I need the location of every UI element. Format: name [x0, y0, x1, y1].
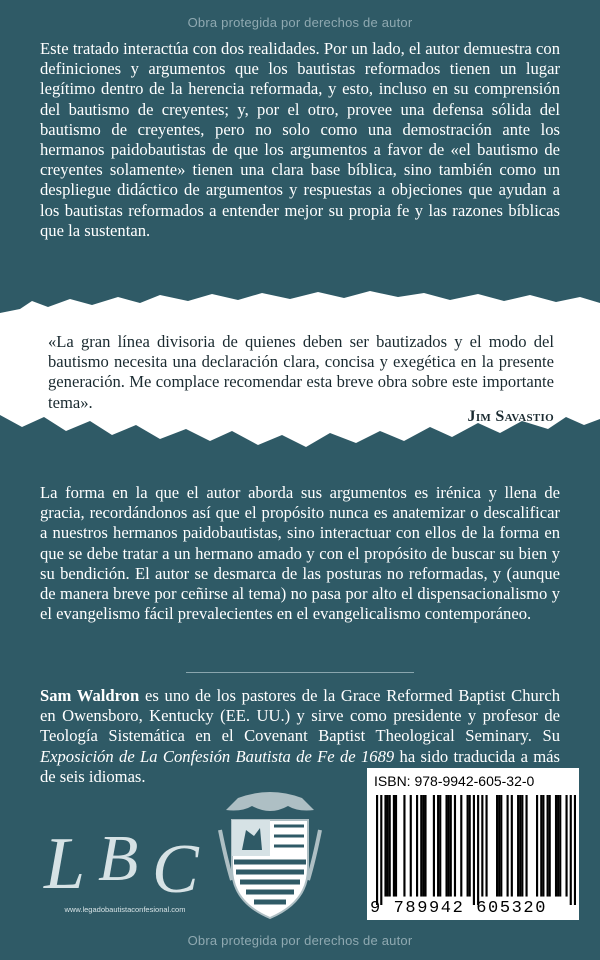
barcode-bar — [422, 795, 424, 897]
barcode-bar — [496, 795, 498, 897]
barcode-bar — [557, 795, 559, 897]
barcode-icon — [376, 795, 576, 905]
barcode-bar — [547, 795, 549, 897]
barcode-bar — [507, 795, 509, 897]
barcode-bar — [445, 795, 447, 897]
barcode-bar — [416, 795, 418, 897]
svg-text:B: B — [98, 822, 139, 895]
barcode-bar — [549, 795, 551, 897]
endorsement-author: Jim Savastio — [467, 408, 554, 425]
barcode-bar — [395, 795, 397, 897]
barcode-bar — [424, 795, 426, 897]
barcode-bar — [420, 795, 422, 897]
barcode-bar — [565, 795, 567, 897]
barcode-bar — [389, 795, 391, 897]
barcode-bar — [473, 795, 475, 905]
barcode-bar — [477, 795, 479, 905]
barcode-bar — [555, 795, 557, 897]
barcode-bar — [481, 795, 483, 897]
section-divider — [186, 672, 414, 673]
barcode-bar — [536, 795, 538, 897]
barcode-bar — [380, 795, 382, 905]
barcode-digits: 9 789942 605320 — [370, 899, 548, 918]
barcode-bar — [437, 795, 439, 897]
barcode-bar — [469, 795, 471, 897]
author-name: Sam Waldron — [40, 686, 140, 705]
barcode-bar — [519, 795, 521, 897]
barcode-bar — [433, 795, 435, 897]
barcode-bar — [525, 795, 527, 897]
barcode-bar — [410, 795, 412, 897]
barcode-bar — [498, 795, 500, 897]
intro-paragraph: Este tratado interactúa con dos realidades. Por un lado, el autor demuestra con definiciones y argumentos que los bautistas reformados tienen un lugar legítimo dentro de la herencia reformada, y esto, incluso en su comprensión del bautismo de creyentes; y, por el otro, provee una defensa sólida del bautismo de creyentes, pero no solo como una demostración ante los hermanos paidobautistas de que los argumentos a favor de «el bautismo de creyentes solamente» tienen una clara base bíblica, sino también como un despliegue didáctico de argumentos y respuestas a objeciones que ayudan a los bautistas reformados a entender mejor su propia fe y las razones bíblicas que la sustentan. — [40, 39, 560, 240]
barcode-bar — [376, 795, 378, 905]
second-paragraph: La forma en la que el autor aborda sus argumentos es irénica y llena de gracia, recordándonos así que el propósito nunca es anatemizar o descalificar a nuestros hermanos paidobautistas, sino interactuar con ellos de la forma en que se debe tratar a un hermano amado y con el propósito de buscar su bien y su bendición. El autor se desmarca de las posturas no reformadas, y (aunque de manera breve por ceñirse al tema) no pasa por alto el dispensacionalismo y el evangelismo fácil prevalecientes en el evangelicalismo contemporáneo. — [40, 483, 560, 624]
watermark-top: Obra protegida por derechos de autor — [187, 15, 413, 30]
barcode-bar — [467, 795, 469, 897]
barcode-bar — [450, 795, 452, 897]
barcode-bar — [460, 795, 462, 897]
barcode-bar — [570, 795, 572, 905]
isbn-label: ISBN: 978-9942-605-32-0 — [374, 773, 535, 789]
barcode-bar — [540, 795, 542, 897]
barcode-bar — [559, 795, 561, 897]
barcode-bar — [574, 795, 576, 905]
barcode-bar — [387, 795, 389, 897]
barcode-bar — [384, 795, 386, 897]
coat-of-arms-icon — [218, 790, 322, 920]
barcode-bar — [521, 795, 523, 897]
barcode-bar — [485, 795, 487, 897]
barcode-bar — [511, 795, 513, 897]
publisher-logo — [40, 800, 210, 910]
barcode-bar — [403, 795, 405, 897]
barcode-bar — [439, 795, 441, 897]
barcode-bar — [500, 795, 502, 897]
svg-text:C: C — [152, 831, 199, 908]
barcode-bar — [393, 795, 395, 897]
bio-text-2: ha sido traducida a más de seis idiomas. — [40, 746, 560, 786]
watermark-bottom: Obra protegida por derechos de autor — [187, 933, 413, 948]
svg-text:L: L — [44, 823, 86, 905]
barcode-bar — [448, 795, 450, 897]
barcode-bar — [517, 795, 519, 897]
barcode-bar — [454, 795, 456, 897]
barcode-bar — [542, 795, 544, 897]
publisher-url: www.legadobautistaconfesional.com — [64, 905, 186, 914]
bio-text-1: es uno de los pastores de la Grace Reformed Baptist Church en Owensboro, Kentucky (EE. UU.) y sirve como presidente y profesor de Teología Sistemática en el Covenant Baptist Theological Seminary. Su — [40, 686, 560, 746]
book-title: Exposición de La Confesión Bautista de Fe de 1689 — [40, 746, 395, 766]
endorsement-quote: «La gran línea divisoria de quienes deben ser bautizados y el modo del bautismo necesita una declaración clara, concisa y exegética en la presente generación. Me complace recomendar esta breve obra sobre este importante tema». — [48, 332, 554, 412]
